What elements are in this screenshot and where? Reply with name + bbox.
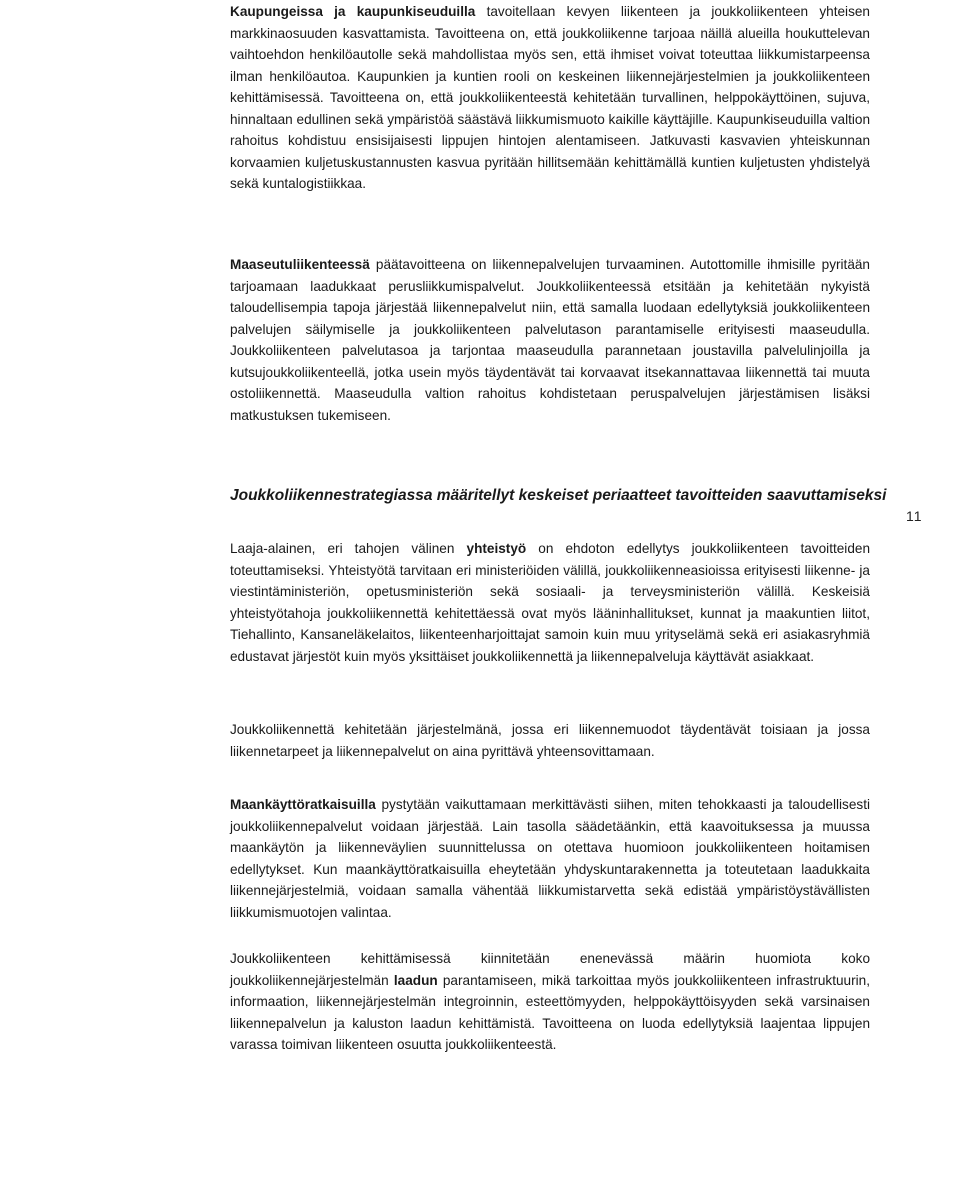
paragraph-text: Joukkoliikenteen kehittämisessä kiinnitetään enenevässä määrin huomiota koko joukkoliikennejärjestelmän <box>230 951 870 988</box>
paragraph-lead: Maankäyttöratkaisuilla <box>230 797 376 812</box>
paragraph-lead: Maaseutuliikenteessä <box>230 257 370 272</box>
paragraph-emphasis: laadun <box>393 972 438 988</box>
paragraph-cities <box>230 1 870 195</box>
paragraph-land-use <box>230 794 870 923</box>
paragraph-system <box>230 719 870 762</box>
paragraph-text: parantamiseen, mikä tarkoittaa myös joukkoliikenteen infrastruktuurin, informaation, liikennejärjestelmän integroinnin, esteettömyyden, helppokäyttöisyyden sekä varsinaisen liikennepalvelun ja kaluston laadun kehittämistä. Tavoitteena on luoda edellytyksiä laajentaa lippujen varassa toimivan liikenteen osuutta joukkoliikenteestä. <box>230 972 870 1052</box>
paragraph-text: päätavoitteena on liikennepalvelujen turvaaminen. Autottomille ihmisille pyritään tarjoamaan laadukkaat perusliikkumispalvelut. Joukkoliikenteessä etsitään ja kehitetään nykyistä taloudellisempia tapoja järjestää liikennepalvelut niin, että samalla luodaan edellytyksiä joukkoliikenteen palvelujen säilymiselle ja joukkoliikenteen palvelutason parantamiselle erityisesti maaseudulla. Joukkoliikenteen palvelutasoa ja tarjontaa maaseudulla parannetaan joustavilla palvelulinjoilla ja kutsujoukkoliikenteellä, jotka usein myös täydentävät tai korvaavat itsekannattavaa liikennettä tai muuta ostoliikennettä. Maaseudulla valtion rahoitus kohdistetaan peruspalvelujen järjestämisen lisäksi matkustuksen tukemiseen. <box>230 257 870 423</box>
paragraph-emphasis: yhteistyö <box>466 541 527 556</box>
paragraph-rural <box>230 254 870 426</box>
paragraph-text: pystytään vaikuttamaan merkittävästi siihen, miten tehokkaasti ja taloudellisesti joukkoliikennepalvelut voidaan järjestää. Lain tasolla säädetäänkin, että kaavoituksessa ja muussa maankäytön ja liikenneväylien suunnittelussa on otettava huomioon joukkoliikenteen hoitamisen edellytykset. Kun maankäyttöratkaisuilla eheytetään yhdyskuntarakennetta ja toteutetaan laadukkaita liikennejärjestelmiä, voidaan samalla vähentää liikkumistarvetta sekä edistää ympäristöystävällisten liikkumismuotojen valintaa. <box>230 797 870 920</box>
paragraph-text: tavoitellaan kevyen liikenteen ja joukkoliikenteen yhteisen markkinaosuuden kasvattamista. Tavoitteena on, että joukkoliikenne tarjoaa näillä alueilla houkuttelevan vaihtoehdon henkilöautolle sekä mahdollistaa myös sen, että ihmiset voivat toteuttaa liikkumistarpeensa ilman henkilöautoa. Kaupunkien ja kuntien rooli on keskeinen liikennejärjestelmien ja joukkoliikenteen kehittämisessä. Tavoitteena on, että joukkoliikenteestä kehitetään turvallinen, helppokäyttöinen, sujuva, hinnaltaan edullinen sekä ympäristöä säästävä liikkumismuoto kaikille käyttäjille. Kaupunkiseuduilla valtion rahoitus kohdistuu ensisijaisesti lippujen hintojen alentamiseen. Jatkuvasti kasvavien yhteiskunnan korvaamien kuljetuskustannusten kasvua pyritään hillitsemään kehittämällä kuntien kuljetusten yhdistelyä sekä kuntalogistiikkaa. <box>230 4 871 191</box>
paragraph-quality <box>230 948 870 1056</box>
paragraph-text: Joukkoliikennettä kehitetään järjestelmänä, jossa eri liikennemuodot täydentävät toisiaan ja jossa liikennetarpeet ja liikennepalvelut on aina pyrittävä yhteensovittamaan. <box>230 722 870 759</box>
paragraph-lead: Kaupungeissa ja kaupunkiseuduilla <box>230 4 476 19</box>
page-number: 11 <box>906 508 923 524</box>
paragraph-cooperation <box>230 538 870 667</box>
paragraph-text: Laaja-alainen, eri tahojen välinen <box>230 541 467 556</box>
section-heading: Joukkoliikennestrategiassa määritellyt keskeiset periaatteet tavoitteiden saavuttamiseksi <box>230 487 887 504</box>
paragraph-text: on ehdoton edellytys joukkoliikenteen tavoitteiden toteuttamiseksi. Yhteistyötä tarvitaan eri ministeriöiden välillä, joukkoliikenneasioissa erityisesti liikenne- ja viestintäministeriön, opetusministeriön sekä sosiaali- ja terveysministeriön välillä. Keskeisiä yhteistyötahoja joukkoliikennettä kehitettäessä ovat myös lääninhallitukset, kunnat ja maakuntien liitot, Tiehallinto, Kansaneläkelaitos, liikenteenharjoittajat samoin kuin muu yrityselämä sekä eri asiakasryhmiä edustavat järjestöt kuin myös yksittäiset joukkoliikennettä ja liikennepalveluja käyttävät asiakkaat. <box>230 541 871 664</box>
